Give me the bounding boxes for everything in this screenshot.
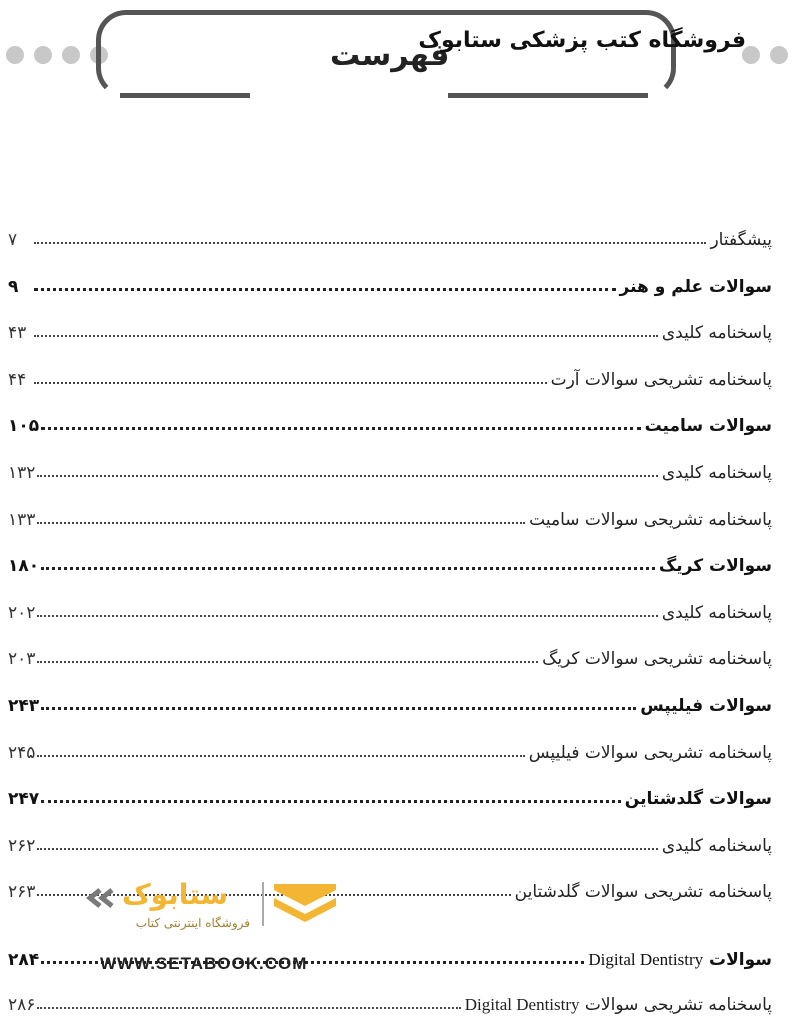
toc-page-number: ۹ bbox=[8, 276, 19, 297]
page-title: فهرست bbox=[330, 38, 450, 73]
toc-leader bbox=[41, 707, 636, 710]
toc-leader bbox=[41, 800, 621, 803]
toc-entry-label: پاسخنامه تشریحی سوالات گلدشتاین bbox=[514, 882, 772, 903]
toc-entry[interactable] bbox=[8, 313, 772, 343]
toc-entry[interactable] bbox=[8, 220, 772, 250]
toc-entry[interactable] bbox=[8, 733, 772, 763]
toc-entry[interactable] bbox=[8, 686, 772, 716]
toc-page-number: ۲۶۳ bbox=[8, 882, 36, 903]
toc-entry[interactable] bbox=[8, 826, 772, 856]
toc-entry[interactable] bbox=[8, 985, 772, 1015]
store-name: فروشگاه کتب پزشکی ستابوک bbox=[418, 28, 746, 53]
toc-leader bbox=[34, 335, 658, 337]
decorative-dots-right bbox=[742, 46, 788, 64]
frame-bottom-right bbox=[448, 93, 648, 98]
toc-entry-label: سوالات کریگ bbox=[658, 556, 772, 577]
toc-page-number: ۲۰۲ bbox=[8, 602, 36, 623]
toc-leader bbox=[37, 475, 657, 477]
toc-entry-label: پاسخنامه تشریحی سوالات آرت bbox=[550, 369, 772, 390]
toc-entry[interactable] bbox=[8, 406, 772, 436]
toc-page-number: ۷ bbox=[8, 230, 18, 250]
toc-page-number: ۲۸۴ bbox=[8, 950, 40, 970]
toc-page-number: ۲۶۲ bbox=[8, 835, 36, 856]
toc-entry-label: پاسخنامه کلیدی bbox=[661, 463, 772, 483]
toc-page-number: ۴۳ bbox=[8, 323, 27, 344]
toc-page-number: ۱۳۲ bbox=[8, 463, 36, 483]
toc-leader bbox=[37, 848, 657, 850]
toc-entry-label: سوالات سامیت bbox=[644, 416, 772, 437]
toc-entry[interactable] bbox=[8, 453, 772, 483]
toc-entry[interactable] bbox=[8, 267, 772, 297]
toc-leader bbox=[34, 382, 547, 384]
toc-page-number: ۱۸۰ bbox=[8, 556, 40, 577]
toc-page-number: ۲۸۶ bbox=[8, 995, 36, 1015]
toc-entry[interactable] bbox=[8, 546, 772, 576]
toc-entry-label: سوالات علم و هنر bbox=[619, 276, 772, 297]
toc-entry-label: پاسخنامه کلیدی bbox=[661, 602, 772, 623]
toc-entry-label: سوالات گلدشتاین bbox=[624, 789, 772, 810]
toc-leader bbox=[37, 661, 538, 663]
setabook-url: WWW.SETABOOK.COM bbox=[100, 954, 308, 973]
toc-entry-label: سوالات Digital Dentistry bbox=[588, 950, 772, 970]
toc-entry-label: پاسخنامه کلیدی bbox=[661, 835, 772, 856]
toc-entry[interactable] bbox=[8, 779, 772, 809]
toc-leader bbox=[34, 242, 706, 244]
toc-entry-label: پاسخنامه تشریحی سوالات سامیت bbox=[529, 509, 772, 530]
toc-page-number: ۱۰۵ bbox=[8, 416, 40, 437]
toc-page-number: ۲۰۳ bbox=[8, 649, 36, 670]
toc-leader bbox=[41, 427, 640, 430]
toc-page-number: ۲۴۵ bbox=[8, 742, 36, 763]
toc-leader bbox=[37, 522, 525, 524]
toc-entry-label: پیشگفتار bbox=[710, 230, 772, 250]
toc-page-number: ۱۳۳ bbox=[8, 509, 36, 530]
setabook-tagline: فروشگاه اینترنتی کتاب bbox=[135, 916, 250, 930]
toc-entry-label: پاسخنامه تشریحی سوالات Digital Dentistry bbox=[464, 995, 772, 1015]
toc-entry[interactable] bbox=[8, 639, 772, 669]
toc-leader bbox=[37, 615, 657, 617]
page-header bbox=[0, 0, 794, 110]
toc-entry-label: سوالات فیلیپس bbox=[640, 696, 772, 716]
decorative-dots-left bbox=[6, 46, 108, 64]
toc-entry-label: پاسخنامه تشریحی سوالات فیلیپس bbox=[528, 742, 772, 763]
toc-entry[interactable] bbox=[8, 500, 772, 530]
setabook-brand-text: ستابوک bbox=[122, 878, 229, 911]
toc-entry-label: پاسخنامه تشریحی سوالات کریگ bbox=[542, 649, 772, 670]
toc-page-number: ۲۴۷ bbox=[8, 789, 40, 810]
setabook-watermark bbox=[86, 876, 346, 986]
toc-entry[interactable] bbox=[8, 360, 772, 390]
toc-entry[interactable] bbox=[8, 593, 772, 623]
toc-entry-label: پاسخنامه کلیدی bbox=[661, 323, 772, 344]
toc-leader bbox=[41, 567, 655, 570]
toc-page-number: ۴۴ bbox=[8, 369, 27, 390]
toc-leader bbox=[37, 1007, 460, 1009]
frame-bottom-left bbox=[120, 93, 250, 98]
toc-leader bbox=[34, 288, 616, 291]
toc-page-number: ۲۴۳ bbox=[8, 696, 40, 716]
toc-leader bbox=[37, 755, 524, 757]
